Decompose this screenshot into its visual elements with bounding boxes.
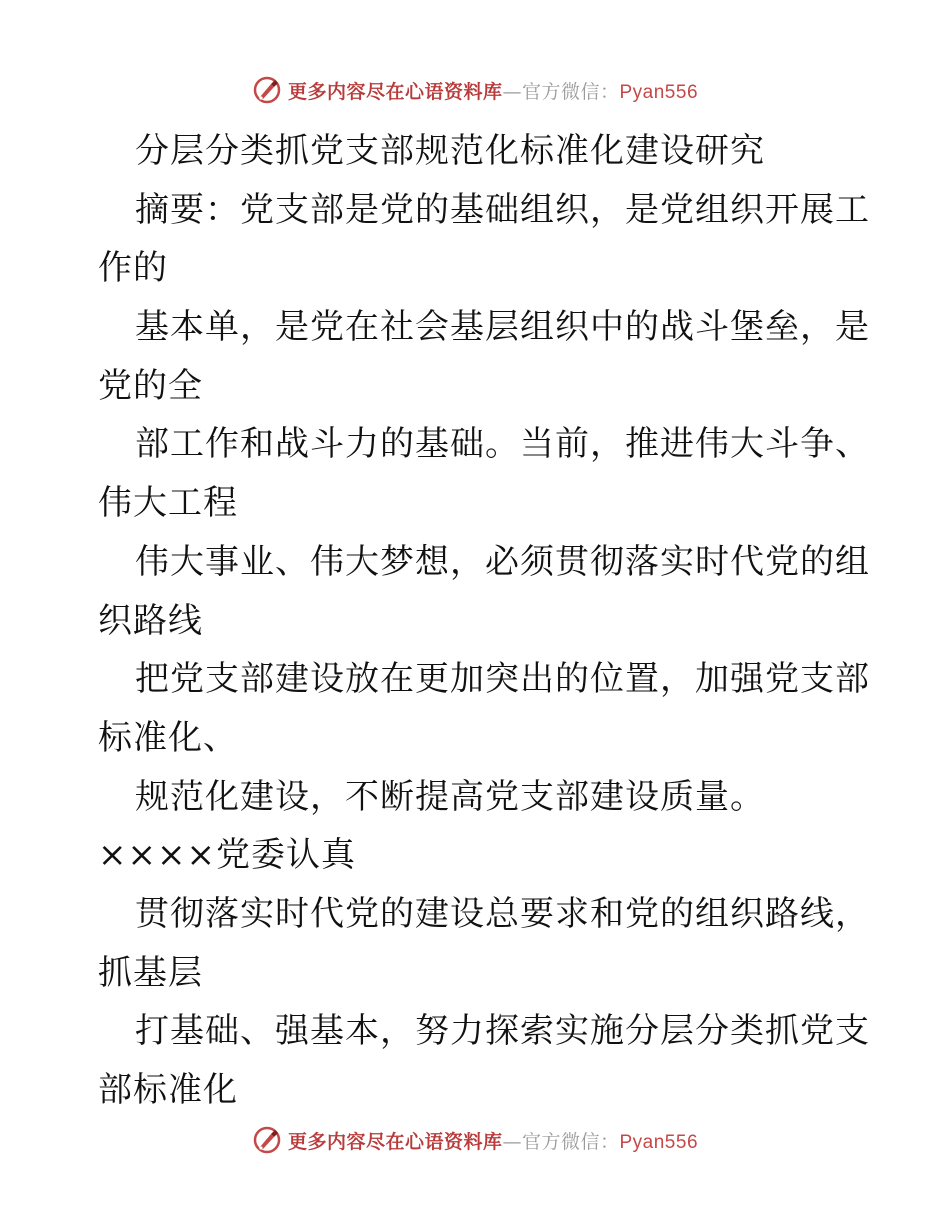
document-line: ××××党委认真 bbox=[98, 835, 356, 876]
document-line: 伟大工程 bbox=[98, 483, 238, 524]
watermark-text bbox=[288, 77, 698, 104]
document-line: 把党支部建设放在更加突出的位置，加强党支部 bbox=[135, 659, 870, 700]
pen-logo-icon bbox=[252, 1125, 282, 1155]
document-title: 分层分类抓党支部规范化标准化建设研究 bbox=[135, 131, 765, 171]
document-line: 部工作和战斗力的基础。当前，推进伟大斗争、 bbox=[135, 424, 870, 465]
document-line: 作的 bbox=[98, 248, 168, 289]
watermark-dash: — bbox=[502, 1130, 522, 1153]
document-line: 打基础、强基本，努力探索实施分层分类抓党支 bbox=[135, 1011, 870, 1052]
document-line: 织路线 bbox=[98, 600, 203, 641]
document-line: 抓基层 bbox=[98, 952, 203, 993]
document-line: 贯彻落实时代党的建设总要求和党的组织路线， bbox=[135, 893, 870, 934]
document-line: 摘要：党支部是党的基础组织，是党组织开展工 bbox=[135, 189, 870, 230]
footer-watermark bbox=[0, 1120, 950, 1160]
document-line: 党的全 bbox=[98, 365, 203, 406]
header-watermark bbox=[0, 70, 950, 110]
document-line: 规范化建设，不断提高党支部建设质量。 bbox=[135, 776, 765, 817]
watermark-text bbox=[288, 1127, 698, 1154]
document-line: 部标准化 bbox=[98, 1070, 238, 1110]
watermark-dash: — bbox=[502, 80, 522, 103]
document-line: 伟大事业、伟大梦想，必须贯彻落实时代党的组 bbox=[135, 541, 870, 582]
watermark-wechat-id: Pyan556 bbox=[619, 81, 699, 103]
watermark-site: 更多内容尽在心语资料库 bbox=[287, 1130, 503, 1153]
document-body bbox=[98, 122, 870, 1120]
document-line: 标准化、 bbox=[98, 717, 238, 758]
watermark-wechat-label: 官方微信： bbox=[521, 80, 620, 103]
pen-logo-icon bbox=[252, 75, 282, 105]
watermark-wechat-id: Pyan556 bbox=[619, 1131, 699, 1153]
watermark-wechat-label: 官方微信： bbox=[521, 1130, 620, 1153]
document-line: 基本单，是党在社会基层组织中的战斗堡垒，是 bbox=[135, 307, 870, 348]
watermark-site: 更多内容尽在心语资料库 bbox=[287, 80, 503, 103]
